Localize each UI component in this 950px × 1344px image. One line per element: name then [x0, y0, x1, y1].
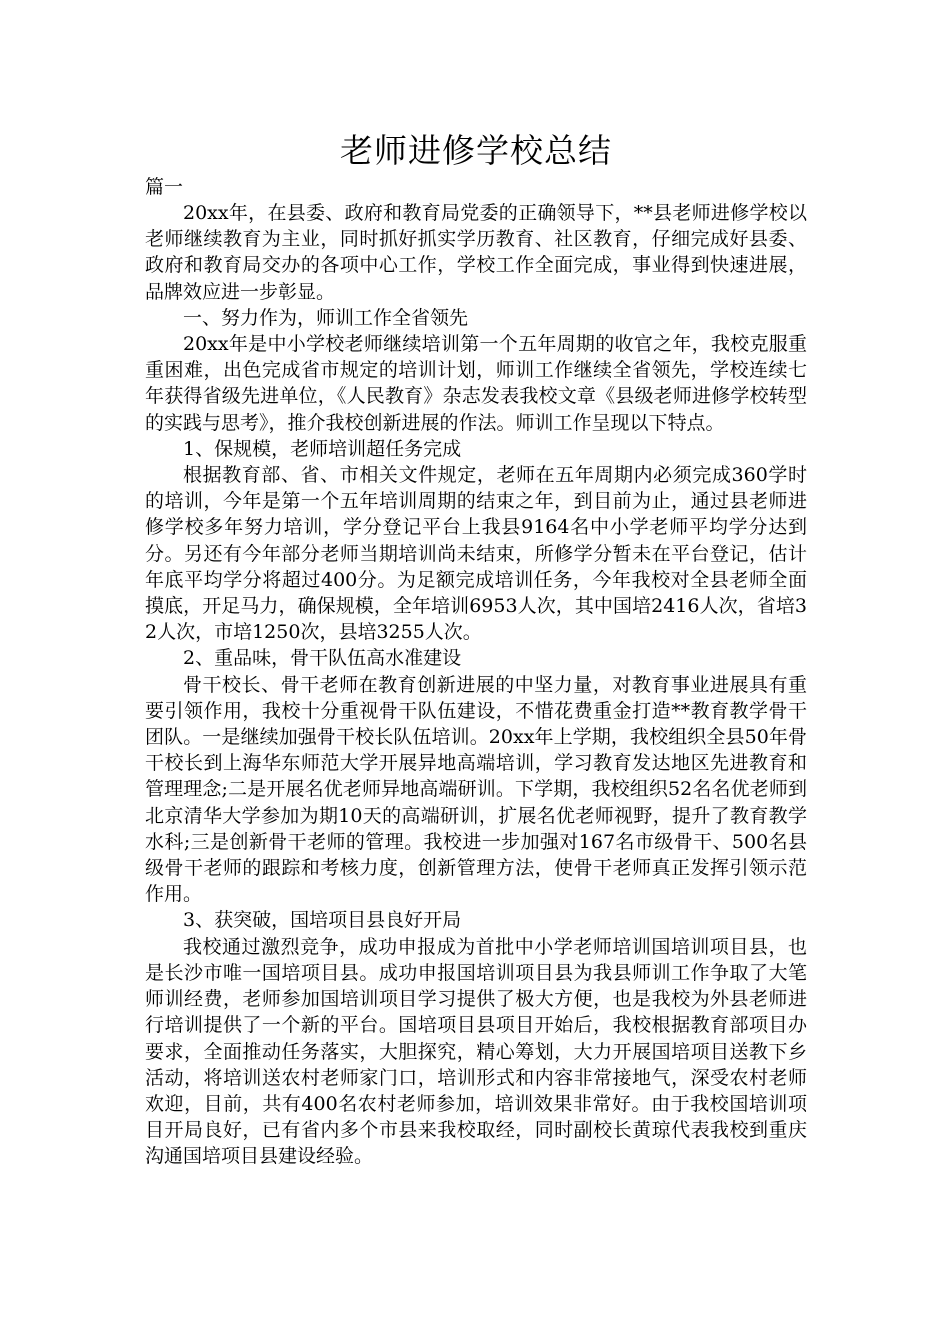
- section-label: 篇一: [145, 176, 184, 198]
- document-page: [145, 128, 807, 1170]
- document-title: 老师进修学校总结: [340, 131, 612, 170]
- paragraph: 根据教育部、省、市相关文件规定，老师在五年周期内必须完成360学时的培训，今年是第一个五年培训周期的结束之年，到目前为止，通过县老师进修学校多年努力培训，学分登记平台上我县9164名中小学老师平均学分达到分。另还有今年部分老师当期培训尚未结束，所修学分暂未在平台登记，估计年底平均学分将超过400分。为足额完成培训任务，今年我校对全县老师全面摸底，开足马力，确保规模，全年培训6953人次，其中国培2416人次，省培32人次，市培1250次，县培3255人次。: [145, 464, 807, 644]
- paragraph: 骨干校长、骨干老师在教育创新进展的中坚力量，对教育事业进展具有重要引领作用，我校十分重视骨干队伍建设，不惜花费重金打造**教育教学骨干团队。一是继续加强骨干校长队伍培训。20xx年上学期，我校组织全县50年骨干校长到上海华东师范大学开展异地高端培训，学习教育发达地区先进教育和管理理念;二是开展名优老师异地高端研训。下学期，我校组织52名名优老师到北京清华大学参加为期10天的高端研训，扩展名优老师视野，提升了教育教学水科;三是创新骨干老师的管理。我校进一步加强对167名市级骨干、500名县级骨干老师的跟踪和考核力度，创新管理方法，使骨干老师真正发挥引领示范作用。: [145, 673, 807, 906]
- subsection-heading: 3、获突破，国培项目县良好开局: [183, 909, 462, 932]
- subsection-heading: 1、保规模，老师培训超任务完成: [183, 437, 462, 460]
- subsection-heading: 2、重品味，骨干队伍高水准建设: [183, 647, 462, 670]
- section-heading: 一、努力作为，师训工作全省领先: [183, 306, 469, 329]
- paragraph: 20xx年，在县委、政府和教育局党委的正确领导下，**县老师进修学校以老师继续教育为主业，同时抓好抓实学历教育、社区教育，仔细完成好县委、政府和教育局交办的各项中心工作，学校工作全面完成，事业得到快速进展，品牌效应进一步彰显。: [145, 202, 807, 303]
- paragraph: 我校通过激烈竞争，成功申报成为首批中小学老师培训国培训项目县，也是长沙市唯一国培项目县。成功申报国培训项目县为我县师训工作争取了大笔师训经费，老师参加国培训项目学习提供了极大方便，也是我校为外县老师进行培训提供了一个新的平台。国培项目县项目开始后，我校根据教育部项目办要求，全面推动任务落实，大胆探究，精心筹划，大力开展国培项目送教下乡活动，将培训送农村老师家门口，培训形式和内容非常接地气，深受农村老师欢迎，目前，共有400名农村老师参加，培训效果非常好。由于我校国培训项目开局良好，已有省内多个市县来我校取经，同时副校长黄琼代表我校到重庆沟通国培项目县建设经验。: [145, 935, 807, 1168]
- paragraph: 20xx年是中小学校老师继续培训第一个五年周期的收官之年，我校克服重重困难，出色完成省市规定的培训计划，师训工作继续全省领先，学校连续七年获得省级先进单位，《人民教育》杂志发表我校文章《县级老师进修学校转型的实践与思考》，推介我校创新进展的作法。师训工作呈现以下特点。: [145, 333, 807, 434]
